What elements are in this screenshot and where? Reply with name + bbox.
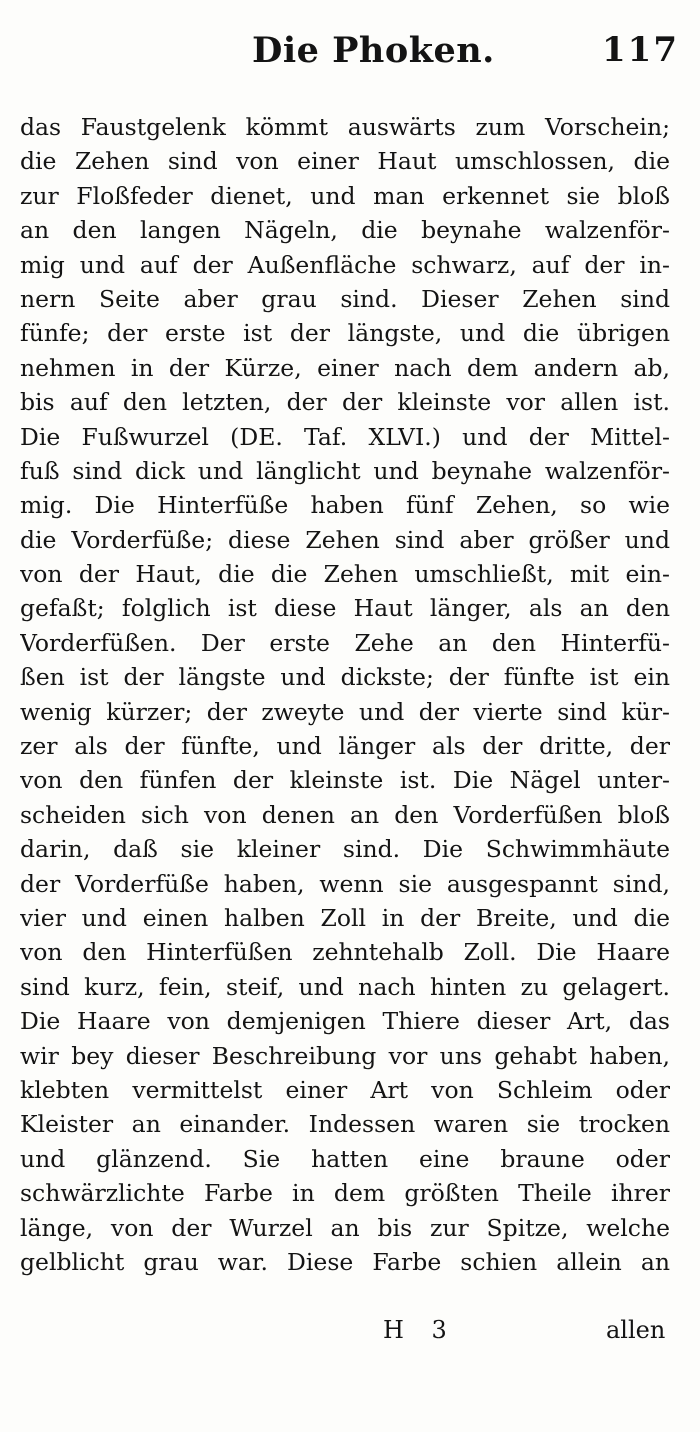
text-line: sind kurz, fein, steif, und nach hinten zu gelagert. bbox=[20, 972, 670, 1001]
text-line: der Vorderfüße haben, wenn sie ausgespannt sind, bbox=[20, 869, 670, 898]
text-line: an den langen Nägeln, die beynahe walzenför- bbox=[20, 216, 670, 245]
text-line: gelblicht grau war. Diese Farbe schien allein an bbox=[20, 1247, 670, 1276]
text-line: klebten vermittelst einer Art von Schleim oder bbox=[20, 1075, 670, 1104]
page-footer bbox=[0, 1316, 700, 1356]
text-line: fuß sind dick und länglicht und beynahe walzenför- bbox=[20, 456, 670, 485]
text-line: das Faustgelenk kömmt auswärts zum Vorschein; bbox=[20, 113, 670, 141]
text-line: gefaßt; folglich ist diese Haut länger, als an den bbox=[20, 594, 670, 623]
body-text bbox=[20, 110, 670, 1279]
text-line: von den fünfen der kleinste ist. Die Nägel unter- bbox=[20, 766, 670, 795]
text-line: zer als der fünfte, und länger als der dritte, der bbox=[20, 732, 670, 761]
running-head bbox=[0, 26, 700, 86]
text-line: die Zehen sind von einer Haut umschlossen, die bbox=[20, 147, 670, 176]
text-line: Die Haare von demjenigen Thiere dieser Art, das bbox=[20, 1007, 670, 1036]
page-title: Die Phoken. bbox=[252, 30, 495, 71]
text-line: nern Seite aber grau sind. Dieser Zehen sind bbox=[20, 284, 670, 313]
text-line: wenig kürzer; der zweyte und der vierte sind kür- bbox=[20, 697, 670, 726]
text-line: mig. Die Hinterfüße haben fünf Zehen, so wie bbox=[20, 491, 670, 520]
text-line: vier und einen halben Zoll in der Breite, und die bbox=[20, 903, 670, 932]
text-line: Vorderfüßen. Der erste Zehe an den Hinterfü- bbox=[20, 628, 670, 657]
text-line: von den Hinterfüßen zehntehalb Zoll. Die Haare bbox=[20, 938, 670, 967]
text-line: fünfe; der erste ist der längste, und die übrigen bbox=[20, 319, 670, 348]
text-line: und glänzend. Sie hatten eine braune oder bbox=[20, 1144, 670, 1173]
text-line: länge, von der Wurzel an bis zur Spitze, welche bbox=[20, 1213, 670, 1242]
text-line: die Vorderfüße; diese Zehen sind aber größer und bbox=[20, 525, 670, 554]
signature-mark: H 3 bbox=[383, 1316, 457, 1344]
text-line: schwärzlichte Farbe in dem größten Theile ihrer bbox=[20, 1179, 670, 1208]
catchword: allen bbox=[606, 1316, 666, 1344]
text-line: scheiden sich von denen an den Vorderfüßen bloß bbox=[20, 800, 670, 829]
text-line: nehmen in der Kürze, einer nach dem andern ab, bbox=[20, 353, 670, 382]
text-line: ßen ist der längste und dickste; der fünfte ist ein bbox=[20, 663, 670, 692]
text-line: mig und auf der Außenfläche schwarz, auf der in- bbox=[20, 250, 670, 279]
text-line: zur Floßfeder dienet, und man erkennet sie bloß bbox=[20, 181, 670, 210]
text-line: wir bey dieser Beschreibung vor uns gehabt haben, bbox=[20, 1041, 670, 1070]
text-line: Die Fußwurzel (DE. Taf. XLVI.) und der Mittel- bbox=[20, 422, 670, 451]
text-line: darin, daß sie kleiner sind. Die Schwimmhäute bbox=[20, 835, 670, 864]
page-number: 117 bbox=[602, 30, 679, 70]
text-line: Kleister an einander. Indessen waren sie trocken bbox=[20, 1110, 670, 1139]
text-line: von der Haut, die die Zehen umschließt, mit ein- bbox=[20, 560, 670, 589]
text-line: bis auf den letzten, der der kleinste vor allen ist. bbox=[20, 388, 670, 417]
